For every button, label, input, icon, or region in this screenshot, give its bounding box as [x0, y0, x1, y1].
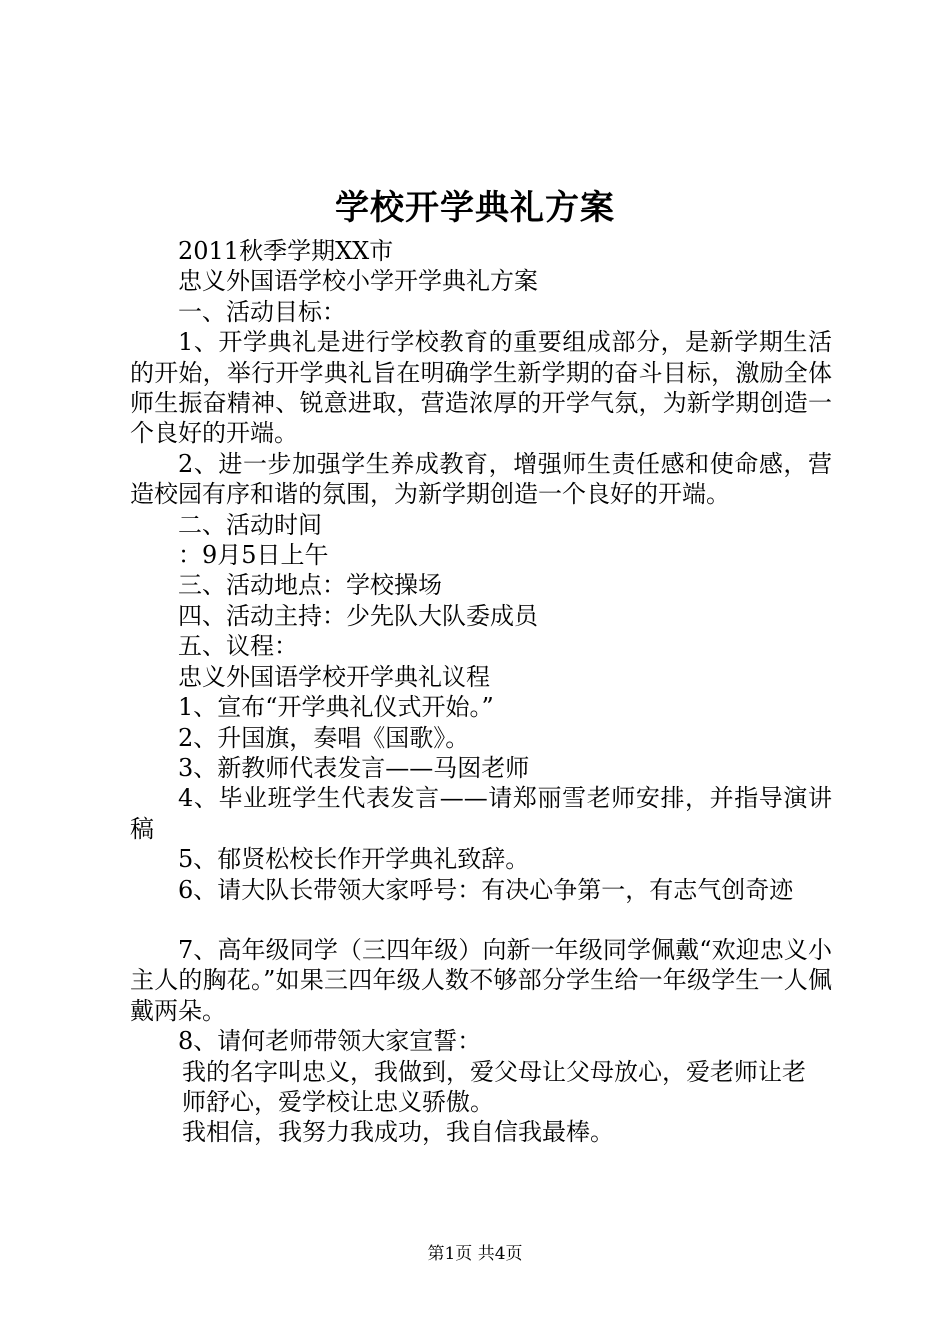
paragraph: 4、毕业班学生代表发言——请郑丽雪老师安排，并指导演讲稿	[130, 784, 832, 843]
paragraph: ：9月5日上午	[178, 541, 329, 570]
blank-line	[130, 905, 832, 935]
paragraph: 忠义外国语学校小学开学典礼方案	[178, 267, 538, 296]
paragraph: 2、升国旗，奏唱《国歌》。	[178, 723, 470, 752]
paragraph: 一、活动目标：	[178, 297, 346, 326]
paragraph: 3、新教师代表发言——马囡老师	[178, 753, 530, 782]
paragraph: 二、活动时间	[178, 510, 322, 539]
paragraph: 8、请何老师带领大家宣誓：	[178, 1027, 482, 1056]
paragraph: 忠义外国语学校开学典礼议程	[178, 662, 490, 691]
paragraph: 我相信，我努力我成功，我自信我最棒。	[182, 1118, 614, 1147]
paragraph: 师舒心，爱学校让忠义骄傲。	[182, 1087, 494, 1116]
paragraph: 我的名字叫忠义，我做到，爱父母让父母放心，爱老师让老	[182, 1057, 806, 1086]
paragraph: 5、郁贤松校长作开学典礼致辞。	[178, 845, 530, 874]
paragraph: 三、活动地点：学校操场	[178, 571, 442, 600]
paragraph: 五、议程：	[178, 632, 298, 661]
paragraph: 1、宣布“开学典礼仪式开始。”	[178, 693, 494, 722]
paragraph: 1、开学典礼是进行学校教育的重要组成部分，是新学期生活的开始，举行开学典礼旨在明确学生新学期的奋斗目标，激励全体师生振奋精神、锐意进取，营造浓厚的开学气氛，为新学期创造一个良好的开端。	[130, 328, 832, 448]
paragraph: 7、高年级同学（三四年级）向新一年级同学佩戴“欢迎忠义小主人的胸花。”如果三四年级人数不够部分学生给一年级学生一人佩戴两朵。	[130, 935, 832, 1025]
paragraph: 2011秋季学期XX市	[178, 237, 394, 265]
paragraph: 四、活动主持：少先队大队委成员	[178, 601, 538, 630]
paragraph: 2、进一步加强学生养成教育，增强师生责任感和使命感，营造校园有序和谐的氛围，为新学期创造一个良好的开端。	[130, 449, 832, 509]
paragraph: 6、请大队长带领大家呼号：有决心争第一，有志气创奇迹	[178, 875, 794, 904]
document-body	[130, 236, 832, 1148]
document-title: 学校开学典礼方案	[335, 188, 615, 228]
page-footer: 第1页 共4页	[427, 1244, 523, 1264]
